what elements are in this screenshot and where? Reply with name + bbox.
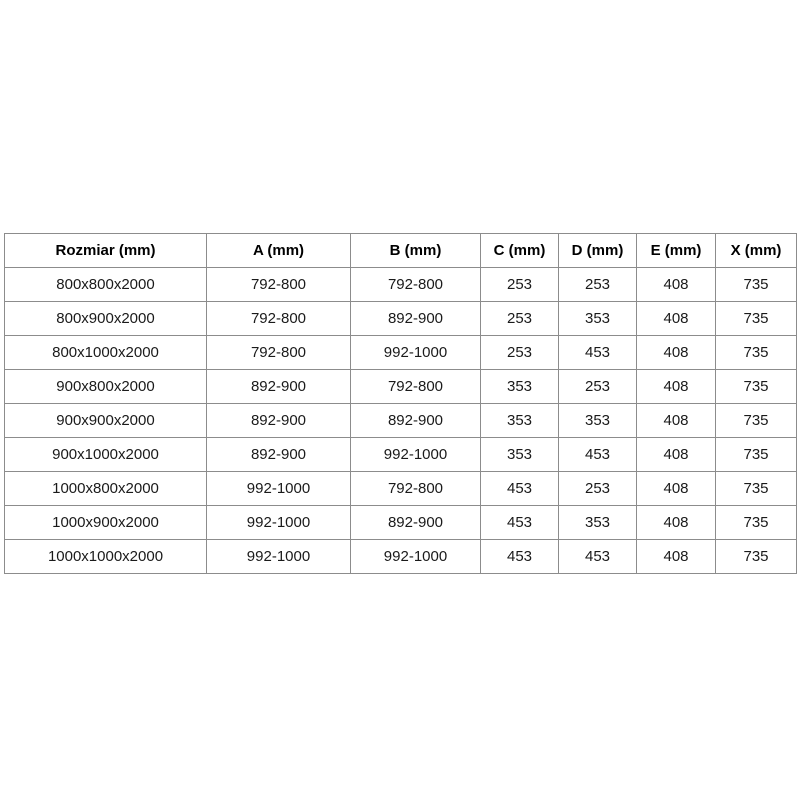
header-cell-a: A (mm) [207, 234, 351, 268]
table-cell: 408 [637, 540, 716, 574]
header-cell-rozmiar: Rozmiar (mm) [5, 234, 207, 268]
table-row [5, 302, 797, 336]
table-cell: 453 [481, 506, 559, 540]
table-cell: 1000x1000x2000 [5, 540, 207, 574]
table-row [5, 268, 797, 302]
table-cell: 353 [559, 302, 637, 336]
table-cell: 735 [716, 370, 797, 404]
table-cell: 735 [716, 302, 797, 336]
table-cell: 800x800x2000 [5, 268, 207, 302]
table-cell: 992-1000 [207, 540, 351, 574]
table-cell: 792-800 [207, 268, 351, 302]
table-cell: 892-900 [207, 438, 351, 472]
table-cell: 800x1000x2000 [5, 336, 207, 370]
table-cell: 900x800x2000 [5, 370, 207, 404]
table-cell: 900x1000x2000 [5, 438, 207, 472]
table-row [5, 540, 797, 574]
table-cell: 800x900x2000 [5, 302, 207, 336]
table-cell: 792-800 [351, 472, 481, 506]
table-cell: 1000x900x2000 [5, 506, 207, 540]
table-cell: 453 [559, 540, 637, 574]
table-cell: 408 [637, 302, 716, 336]
table-cell: 408 [637, 506, 716, 540]
table-cell: 253 [559, 370, 637, 404]
header-cell-d: D (mm) [559, 234, 637, 268]
table-cell: 735 [716, 540, 797, 574]
table-cell: 892-900 [351, 506, 481, 540]
table-cell: 792-800 [351, 370, 481, 404]
table-cell: 1000x800x2000 [5, 472, 207, 506]
table-cell: 900x900x2000 [5, 404, 207, 438]
table-cell: 408 [637, 404, 716, 438]
table-cell: 408 [637, 472, 716, 506]
table-cell: 992-1000 [207, 506, 351, 540]
table-cell: 353 [481, 404, 559, 438]
table-cell: 992-1000 [351, 540, 481, 574]
table-cell: 735 [716, 336, 797, 370]
header-cell-c: C (mm) [481, 234, 559, 268]
table-row [5, 438, 797, 472]
table-row [5, 472, 797, 506]
table-cell: 253 [559, 268, 637, 302]
table-row [5, 404, 797, 438]
table-cell: 735 [716, 506, 797, 540]
table-cell: 408 [637, 370, 716, 404]
table-cell: 453 [481, 472, 559, 506]
header-cell-x: X (mm) [716, 234, 797, 268]
table-cell: 408 [637, 268, 716, 302]
table-cell: 353 [559, 404, 637, 438]
table-cell: 735 [716, 438, 797, 472]
header-cell-e: E (mm) [637, 234, 716, 268]
table-cell: 253 [481, 302, 559, 336]
table-cell: 353 [481, 438, 559, 472]
table-cell: 353 [559, 506, 637, 540]
table-cell: 892-900 [207, 370, 351, 404]
table-cell: 792-800 [207, 302, 351, 336]
table-cell: 735 [716, 268, 797, 302]
table-cell: 453 [559, 438, 637, 472]
header-cell-b: B (mm) [351, 234, 481, 268]
table-row [5, 506, 797, 540]
table-cell: 253 [559, 472, 637, 506]
table-cell: 992-1000 [351, 336, 481, 370]
header-row [5, 234, 797, 268]
table-cell: 735 [716, 472, 797, 506]
size-spec-table [4, 233, 797, 574]
table-cell: 992-1000 [207, 472, 351, 506]
table-cell: 892-900 [351, 302, 481, 336]
table-row [5, 336, 797, 370]
table-cell: 453 [481, 540, 559, 574]
table-cell: 353 [481, 370, 559, 404]
table-cell: 253 [481, 336, 559, 370]
table-cell: 892-900 [351, 404, 481, 438]
table-cell: 735 [716, 404, 797, 438]
table-cell: 408 [637, 336, 716, 370]
table-cell: 792-800 [351, 268, 481, 302]
table-cell: 253 [481, 268, 559, 302]
table-cell: 992-1000 [351, 438, 481, 472]
table-cell: 453 [559, 336, 637, 370]
table-row [5, 370, 797, 404]
table-cell: 792-800 [207, 336, 351, 370]
table-cell: 892-900 [207, 404, 351, 438]
table-cell: 408 [637, 438, 716, 472]
